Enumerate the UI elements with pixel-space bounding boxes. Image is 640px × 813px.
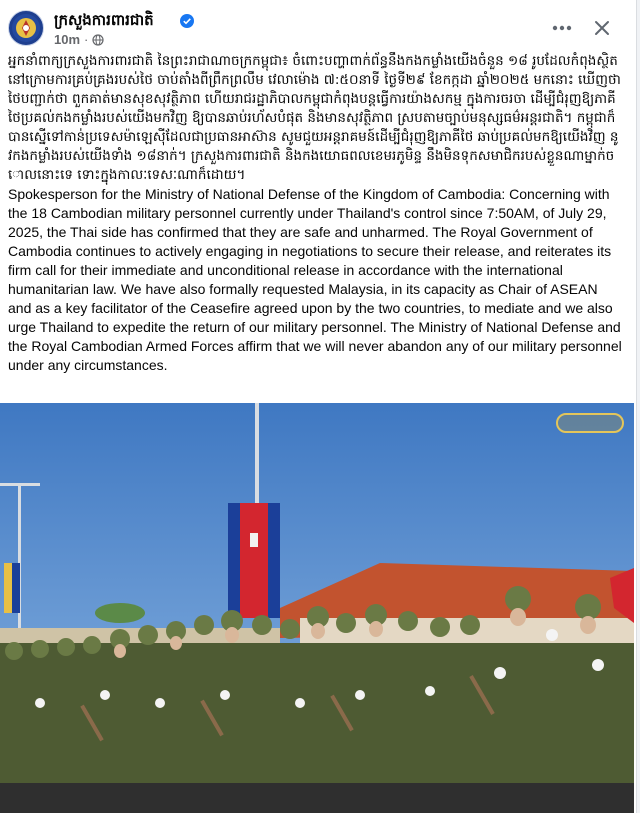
post-text-english: Spokesperson for the Ministry of National Defense of the Kingdom of Cambodia: Concerning with the 18 Cambodian military personnel currently under Thailand's control since 7:50AM, of July 29, 2025, the Thai side has confirmed that they are safe and unharmed. The Royal Government of Cambodia continues to actively engaging in negotiations to secure their release, and reiterates its firm call for their immediate and unconditional release in accordance with the international humanitarian law. We have also formally requested Malaysia, in its capacity as Chair of ASEAN and as a key facilitator of the Ceasefire agreed upon by the two countries, to mediate and we also urge Thailand to expedite the return of our military personnel. The Ministry of National Defense and the Royal Cambodian Armed Forces affirm that we will never abandon any of our military personnel under any circumstances. [8,186,622,373]
page-avatar[interactable] [8,10,44,46]
close-icon [594,20,610,36]
post-meta [54,32,104,47]
close-button[interactable] [586,12,618,44]
post-timestamp[interactable]: 10m [54,32,81,47]
post-body [8,52,622,375]
parade-photo [0,403,634,813]
ministry-emblem-icon [9,11,43,45]
globe-icon [92,34,104,46]
page-name[interactable]: ក្រសួងការពារជាតិ [54,12,154,29]
post-header [8,8,628,48]
more-horizontal-icon [552,25,572,31]
verified-badge-icon [180,14,194,28]
more-options-button[interactable] [546,12,578,44]
photo-watermark [556,413,624,433]
post-text-khmer: អ្នកនាំពាក្យក្រសួងការពារជាតិ នៃព្រះរាជាណាចក្រកម្ពុជា៖ ចំពោះបញ្ហាពាក់ព័ន្ធនឹងកងកម្លាំងយើងចំនួន ១៨ រូបដែលកំពុងស្ថិតនៅក្រោមការគ្រប់គ្រងរបស់ថៃ ចាប់តាំងពីព្រឹកព្រលឹម វេលាម៉ោង ៧:៥០នាទី ថ្ងៃទី២៩ ខែកក្កដា ឆ្នាំ២០២៥ មកនោះ ឃើញថាថៃបញ្ជាក់ថា ពួកគាត់មានសុខសុវត្ថិភាព ហើយរាជរដ្ឋាភិបាលកម្ពុជាកំពុងបន្តធ្វើការយ៉ាងសកម្ម ក្នុងការចរចា ដើម្បីជំរុញឱ្យភាគីថៃប្រគល់កងកម្លាំងរបស់យើងមកវិញ ឱ្យបានឆាប់រហ័សបំផុត និងមានសុវត្ថិភាព ស្របតាមច្បាប់មនុស្សធម៌អន្តរជាតិ។ កម្ពុជាក៏បានស្នើទៅកាន់ប្រទេសម៉ាឡេស៊ីដែលជាប្រធានអាស៊ាន សូមជួយអន្តរាគមន៍ដើម្បីជំរុញឱ្យភាគីថៃ ឆាប់ប្រគល់មកឱ្យយើងវិញ នូវកងកម្លាំងរបស់យើងទាំង ១៨នាក់។ ក្រសួងការពារជាតិ និងកងយោធពលខេមរភូមិន្ទ នឹងមិនទុកសមាជិករបស់ខ្លួនណាម្នាក់ចោលនោះទេ ទោះក្នុងកាលៈទេសៈណាក៏ដោយ។ [8,53,621,183]
meta-separator: · [84,32,89,47]
post-photo[interactable] [0,403,634,813]
